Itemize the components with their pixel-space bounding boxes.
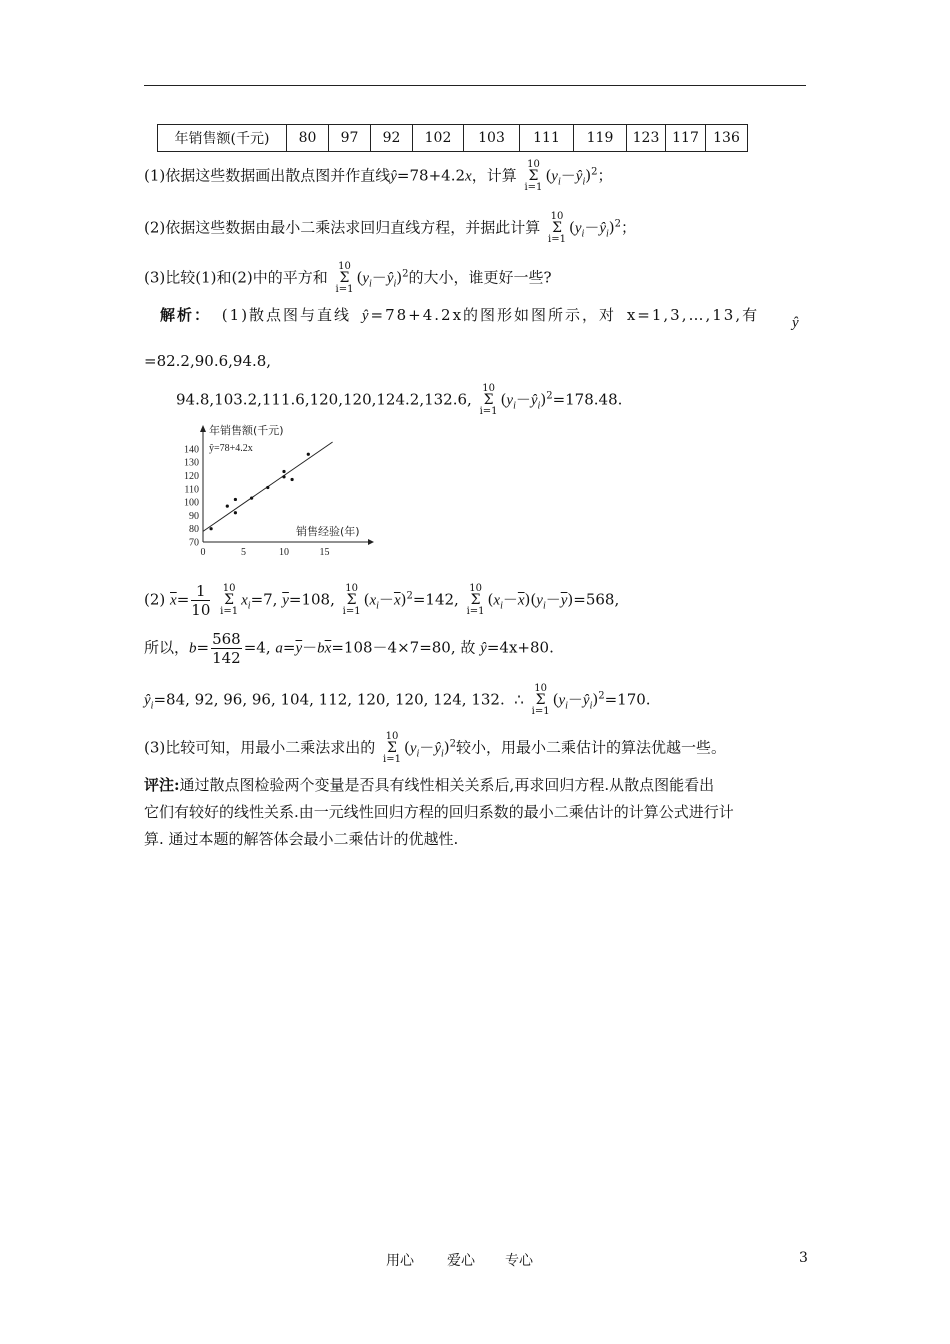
scatter-point bbox=[282, 475, 285, 478]
scatter-point bbox=[234, 511, 237, 514]
table-cell: 136 bbox=[706, 125, 748, 152]
y-tick-label: 110 bbox=[184, 484, 199, 496]
x-bar: $\overline{x}$ bbox=[170, 592, 177, 609]
scatter-point bbox=[266, 486, 269, 489]
table-cell: 119 bbox=[574, 125, 627, 152]
scatter-point bbox=[234, 498, 237, 501]
answer-2-line3: $ŷ_i=84$, 92, 96, 96, 104, 112, 120, 120, 124, 132. ∴ 10 Σ $i=1(y_i-ŷ_i)^2=170$. bbox=[144, 683, 651, 717]
sigma-sum: 10 Σ i=1 bbox=[524, 159, 543, 193]
table-row bbox=[158, 125, 748, 152]
note-line-2: 它们有较好的线性关系.由一元线性回归方程的回归系数的最小二乘估计的计算公式进行计 bbox=[144, 803, 734, 821]
y-bar: $\overline{y}$ bbox=[282, 592, 289, 609]
y-tick-label: 120 bbox=[184, 471, 199, 482]
y-tick-label: 140 bbox=[184, 444, 199, 456]
regression-label: ŷ=78+4.2x bbox=[209, 443, 253, 454]
x-tick-label: 5 bbox=[241, 547, 246, 558]
y-tick-label: 70 bbox=[189, 537, 199, 549]
table-cell: 123 bbox=[627, 125, 666, 152]
answer-1-line2: =82.2,90.6,94.8, bbox=[144, 352, 272, 370]
x-tick-label: 10 bbox=[279, 547, 289, 558]
sigma-sum: 10 Σ i=1 bbox=[466, 583, 485, 617]
x-tick-label: 0 bbox=[200, 547, 206, 558]
scatter-point bbox=[307, 453, 310, 456]
sales-table bbox=[157, 124, 748, 152]
fraction-one-tenth: $\frac{1}{10}$ bbox=[191, 582, 211, 619]
footer-left-3: 专心 bbox=[505, 1253, 533, 1269]
page-number: 3 bbox=[799, 1250, 808, 1266]
fraction-568-142: $\frac{568}{142}$ bbox=[212, 630, 241, 667]
table-header-cell: 年销售额(千元) bbox=[158, 125, 287, 152]
answer-3: (3)比较可知，用最小二乘法求出的 10 Σ $i=1(y_i-ŷ_i)^2$较小，用最小二乘估计的算法优越一些。 bbox=[144, 731, 727, 765]
question-1: (1)依据这些数据画出散点图并作直线ŷ=78+4.2x，计算 10 Σ $i=1(y_i-ŷ_i)^2$； bbox=[144, 159, 613, 193]
question-2: (2)依据这些数据由最小二乘法求回归直线方程，并据此计算 10 Σ $i=1(y_i-ŷ_i)^2$； bbox=[144, 211, 637, 245]
y-tick-label: 130 bbox=[184, 457, 199, 469]
scatter-point bbox=[226, 504, 229, 507]
y-tick-label: 100 bbox=[184, 497, 199, 509]
table-cell: 97 bbox=[329, 125, 371, 152]
header-rule bbox=[144, 85, 806, 86]
y-axis-arrow bbox=[200, 425, 206, 432]
note-line-1: 评注:通过散点图检验两个变量是否具有线性相关关系后,再求回归方程.从散点图能看出 bbox=[144, 776, 715, 794]
scatter-point bbox=[250, 497, 253, 500]
footer-left-2: 爱心 bbox=[447, 1253, 475, 1269]
scatter-point bbox=[291, 478, 294, 481]
table-cell: 102 bbox=[413, 125, 464, 152]
footer-left-1: 用心 bbox=[386, 1253, 414, 1269]
question-3: (3)比较(1)和(2)中的平方和 10 Σ $i=1(y_i-ŷ_i)^2$的大小，谁更好一些? bbox=[144, 261, 552, 295]
scatter-point bbox=[210, 527, 213, 530]
answer-1-line3: 94.8,103.2,111.6,120,120,124.2,132.6, 10 Σ $i=1(y_i-ŷ_i)^2=178.48$. bbox=[176, 383, 623, 417]
note-line-3: 算. 通过本题的解答体会最小二乘估计的优越性. bbox=[144, 830, 459, 848]
y-axis-label: 年销售额(千元) bbox=[209, 424, 284, 437]
sigma-sum: 10 Σ i=1 bbox=[342, 583, 361, 617]
sigma-sum: 10 Σ i=1 bbox=[548, 211, 566, 245]
table-cell: 92 bbox=[371, 125, 413, 152]
sigma-sum: 10 Σ i=1 bbox=[383, 731, 401, 765]
x-axis-label: 销售经验(年) bbox=[296, 525, 360, 538]
y-tick-label: 80 bbox=[189, 524, 199, 536]
table-cell: 103 bbox=[464, 125, 520, 152]
x-axis-arrow bbox=[368, 539, 374, 545]
x-tick-label: 15 bbox=[319, 547, 330, 558]
note-paragraph bbox=[144, 772, 806, 853]
scatter-point bbox=[282, 470, 285, 473]
answer-1-line1: 解析： (1)散点图与直线 ŷ=78+4.2x的图形如图所示，对 x=1,3,…,13,有 bbox=[160, 306, 760, 324]
sigma-sum: 10 Σ i=1 bbox=[220, 583, 239, 617]
answer-2-line1: (2) $\overline{x}=$ $\frac{1}{10}$ 10 Σ $i=1x_i=7$, $\overline{y}=108$, 10 Σ $i=1(x_i-\overline{x})^2=142$, 10 Σ $i=1(x_i-\overline{x})(y_i-\overline{y})=568$, bbox=[144, 582, 620, 619]
sigma-sum: 10 Σ i=1 bbox=[335, 261, 354, 295]
y-hat-symbol: ŷ bbox=[792, 315, 799, 331]
answer-2-line2: 所以，b= $\frac{568}{142}$ =4, $a=\overline{y}-b\overline{x}=108-4\times 7=80$, 故 ŷ=4x+80. bbox=[144, 630, 554, 667]
sigma-sum: 10 Σ i=1 bbox=[531, 683, 550, 717]
table-cell: 117 bbox=[666, 125, 706, 152]
table-cell: 111 bbox=[520, 125, 574, 152]
table-cell: 80 bbox=[287, 125, 329, 152]
y-tick-label: 90 bbox=[189, 510, 199, 522]
sigma-sum: 10 Σ i=1 bbox=[479, 383, 498, 417]
scatter-chart bbox=[170, 420, 385, 560]
